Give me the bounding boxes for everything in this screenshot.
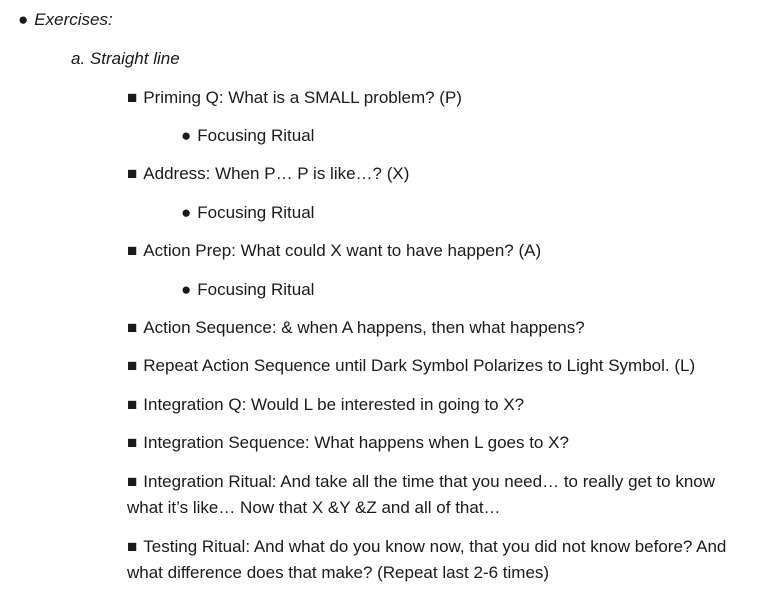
list-item-text: Priming Q: What is a SMALL problem? (P) — [143, 88, 462, 107]
square-bullet-icon: ■ — [127, 88, 138, 107]
list-item-text: Focusing Ritual — [197, 126, 315, 145]
square-bullet-icon: ■ — [127, 164, 138, 183]
list-item — [127, 534, 747, 586]
square-bullet-icon: ■ — [127, 433, 138, 452]
list-item-text: Focusing Ritual — [197, 280, 315, 299]
round-bullet-icon: ● — [181, 203, 192, 222]
sub-list-item — [181, 202, 314, 224]
list-item-text: Focusing Ritual — [197, 203, 315, 222]
list-item-text: Integration Q: Would L be interested in going to X? — [143, 395, 525, 414]
list-item-text: Integration Ritual: And take all the time that you need… to really get to know what it’s like… Now that X &Y &Z and all of that… — [127, 472, 716, 517]
exercises-heading: Exercises: — [34, 10, 113, 29]
list-item-text: Integration Sequence: What happens when L goes to X? — [143, 433, 569, 452]
square-bullet-icon: ■ — [127, 241, 138, 260]
list-item — [127, 355, 695, 377]
list-item — [127, 394, 524, 416]
top-bullet-item — [18, 9, 113, 31]
list-item — [127, 469, 747, 521]
list-item — [127, 163, 409, 185]
square-bullet-icon: ■ — [127, 537, 138, 556]
square-bullet-icon: ■ — [127, 395, 138, 414]
list-item-text: Testing Ritual: And what do you know now, that you did not know before? And what difference does that make? (Repeat last 2-6 times) — [127, 537, 727, 582]
square-bullet-icon: ■ — [127, 318, 138, 337]
list-item — [127, 432, 569, 454]
section-heading: a. Straight line — [71, 49, 180, 68]
list-item-text: Action Prep: What could X want to have happen? (A) — [143, 241, 542, 260]
sub-list-item — [181, 125, 314, 147]
square-bullet-icon: ■ — [127, 472, 138, 491]
list-item-text: Address: When P… P is like…? (X) — [143, 164, 410, 183]
round-bullet-icon: ● — [181, 126, 192, 145]
list-item-text: Action Sequence: & when A happens, then what happens? — [143, 318, 585, 337]
square-bullet-icon: ■ — [127, 356, 138, 375]
list-item — [127, 317, 585, 339]
sub-list-item — [181, 279, 314, 301]
list-item — [127, 240, 541, 262]
list-item-text: Repeat Action Sequence until Dark Symbol Polarizes to Light Symbol. (L) — [143, 356, 696, 375]
round-bullet-icon: ● — [181, 280, 192, 299]
round-bullet-icon: ● — [18, 10, 29, 29]
list-item — [127, 87, 462, 109]
